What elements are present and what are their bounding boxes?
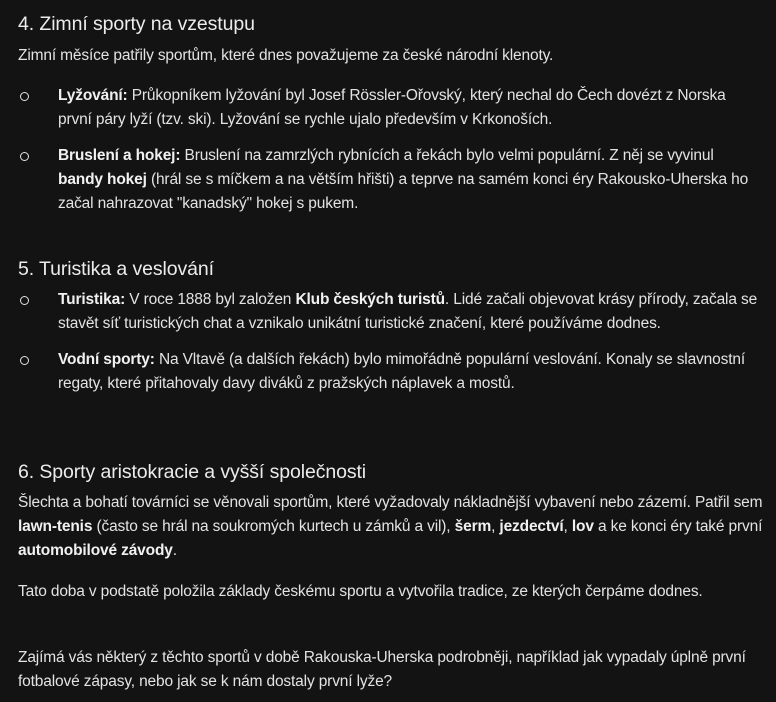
list-item-term: Turistika: bbox=[58, 291, 126, 308]
paragraph-text: , bbox=[491, 518, 500, 535]
list-item-hiking bbox=[18, 288, 758, 336]
list-item-water-sports bbox=[18, 348, 758, 396]
paragraph-emphasis: jezdectví bbox=[499, 518, 564, 535]
bullet-circle-icon bbox=[20, 356, 29, 365]
list-item-emphasis: Klub českých turistů bbox=[295, 291, 445, 308]
paragraph-text: , bbox=[563, 518, 572, 535]
paragraph-emphasis: šerm bbox=[454, 518, 492, 535]
section-intro-winter-sports: Zimní měsíce patřily sportům, které dnes považujeme za české národní klenoty. bbox=[18, 47, 554, 64]
list-item-skating-hockey bbox=[18, 144, 758, 216]
paragraph-text: . bbox=[172, 542, 177, 559]
paragraph-emphasis: lov bbox=[571, 518, 594, 535]
list-item-emphasis: bandy hokej bbox=[58, 171, 147, 188]
list-item-text: . Lidé začali objevovat krásy přírody, začala se stavět síť turistických chat a vznikalo unikátní turistické značení, které používáme dodnes. bbox=[58, 291, 758, 332]
list-item-text: Bruslení na zamrzlých rybnících a řekách bylo velmi populární. Z něj se vyvinul bbox=[180, 147, 714, 164]
list-item-text: (hrál se s míčkem a na větším hřišti) a teprve na samém konci éry Rakousko-Uherska ho začal nahrazovat "kanadský" hokej s pukem. bbox=[58, 171, 749, 212]
list-item-term: Bruslení a hokej: bbox=[58, 147, 181, 164]
paragraph-summary: Tato doba v podstatě položila základy českému sportu a vytvořila tradice, ze kterých čerpáme dodnes. bbox=[18, 583, 703, 600]
list-item-term: Vodní sporty: bbox=[58, 351, 155, 368]
section-heading-hiking-rowing: 5. Turistika a veslování bbox=[18, 258, 214, 280]
paragraph-text: (často se hrál na soukromých kurtech u zámků a vil), bbox=[92, 518, 455, 535]
section-heading-aristocracy-sports: 6. Sporty aristokracie a vyšší společnosti bbox=[18, 461, 367, 483]
section-heading-winter-sports: 4. Zimní sporty na vzestupu bbox=[18, 13, 255, 35]
bullet-circle-icon bbox=[20, 92, 29, 101]
list-item-text: Na Vltavě (a dalších řekách) bylo mimořádně populární veslování. Konaly se slavnostní regaty, které přitahovaly davy diváků z pražských náplavek a mostů. bbox=[58, 351, 745, 392]
paragraph-emphasis: lawn-tenis bbox=[18, 518, 93, 535]
paragraph-aristocracy-sports bbox=[18, 491, 776, 563]
bullet-circle-icon bbox=[20, 296, 29, 305]
list-item-text: V roce 1888 byl založen bbox=[125, 291, 296, 308]
bullet-list-winter-sports bbox=[18, 84, 758, 216]
list-item-text: Průkopníkem lyžování byl Josef Rössler-Ořovský, který nechal do Čech dovézt z Norska první páry lyží (tzv. ski). Lyžování se rychle ujalo především v Krkonoších. bbox=[58, 87, 726, 128]
paragraph-follow-up-question: Zajímá vás některý z těchto sportů v době Rakouska-Uherska podrobněji, například jak vypadaly úplně první fotbalové zápasy, nebo jak se k nám dostaly první lyže? bbox=[18, 649, 746, 690]
bullet-circle-icon bbox=[20, 152, 29, 161]
paragraph-text: Šlechta a bohatí továrníci se věnovali sportům, které vyžadovaly nákladnější vybavení nebo zázemí. Patřil sem bbox=[18, 494, 763, 511]
list-item-term: Lyžování: bbox=[58, 87, 128, 104]
bullet-list-hiking-rowing bbox=[18, 288, 758, 396]
list-item-skiing bbox=[18, 84, 758, 132]
paragraph-text: a ke konci éry také první bbox=[593, 518, 763, 535]
paragraph-emphasis: automobilové závody bbox=[18, 542, 173, 559]
